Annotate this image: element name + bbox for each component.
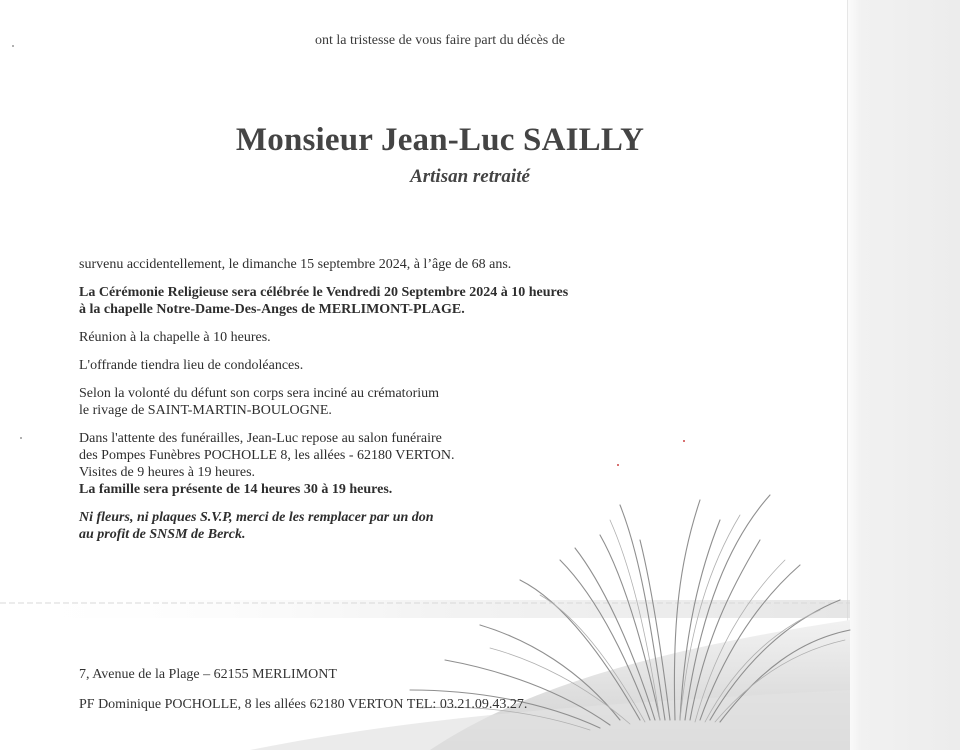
funeral-home-line-2: des Pompes Funèbres POCHOLLE 8, les allées - 62180 VERTON.	[79, 448, 455, 463]
family-address: 7, Avenue de la Plage – 62155 MERLIMONT	[79, 667, 337, 682]
deceased-name: Monsieur Jean-Luc SAILLY	[235, 122, 645, 158]
meeting-info: Réunion à la chapelle à 10 heures.	[79, 330, 271, 345]
notice-body	[79, 256, 639, 543]
visiting-hours: Visites de 9 heures à 19 heures.	[79, 465, 256, 480]
cremation-line-2: le rivage de SAINT-MARTIN-BOULOGNE.	[79, 403, 332, 418]
flowers-request-line-1: Ni fleurs, ni plaques S.V.P, merci de les remplacer par un don	[79, 510, 434, 525]
ceremony-line-1: La Cérémonie Religieuse sera célébrée le Vendredi 20 Septembre 2024 à 10 heures	[79, 285, 569, 300]
scan-speck	[683, 440, 685, 442]
deceased-occupation: Artisan retraité	[410, 166, 530, 187]
ceremony-line-2: à la chapelle Notre-Dame-Des-Anges de MERLIMONT-PLAGE.	[79, 302, 465, 317]
death-announcement: survenu accidentellement, le dimanche 15 septembre 2024, à l’âge de 68 ans.	[79, 257, 512, 272]
family-presence: La famille sera présente de 14 heures 30 à 19 heures.	[79, 482, 393, 497]
funeral-home-contact: PF Dominique POCHOLLE, 8 les allées 62180 VERTON TEL: 03.21.09.43.27.	[79, 697, 528, 712]
cremation-line-1: Selon la volonté du défunt son corps sera inciné au crématorium	[79, 386, 440, 401]
funeral-home-line-1: Dans l'attente des funérailles, Jean-Luc repose au salon funéraire	[79, 431, 442, 446]
offering-info: L'offrande tiendra lieu de condoléances.	[79, 358, 304, 373]
intro-line: ont la tristesse de vous faire part du décès de	[315, 33, 565, 48]
flowers-request-line-2: au profit de SNSM de Berck.	[79, 527, 246, 542]
scan-speck	[20, 437, 22, 439]
